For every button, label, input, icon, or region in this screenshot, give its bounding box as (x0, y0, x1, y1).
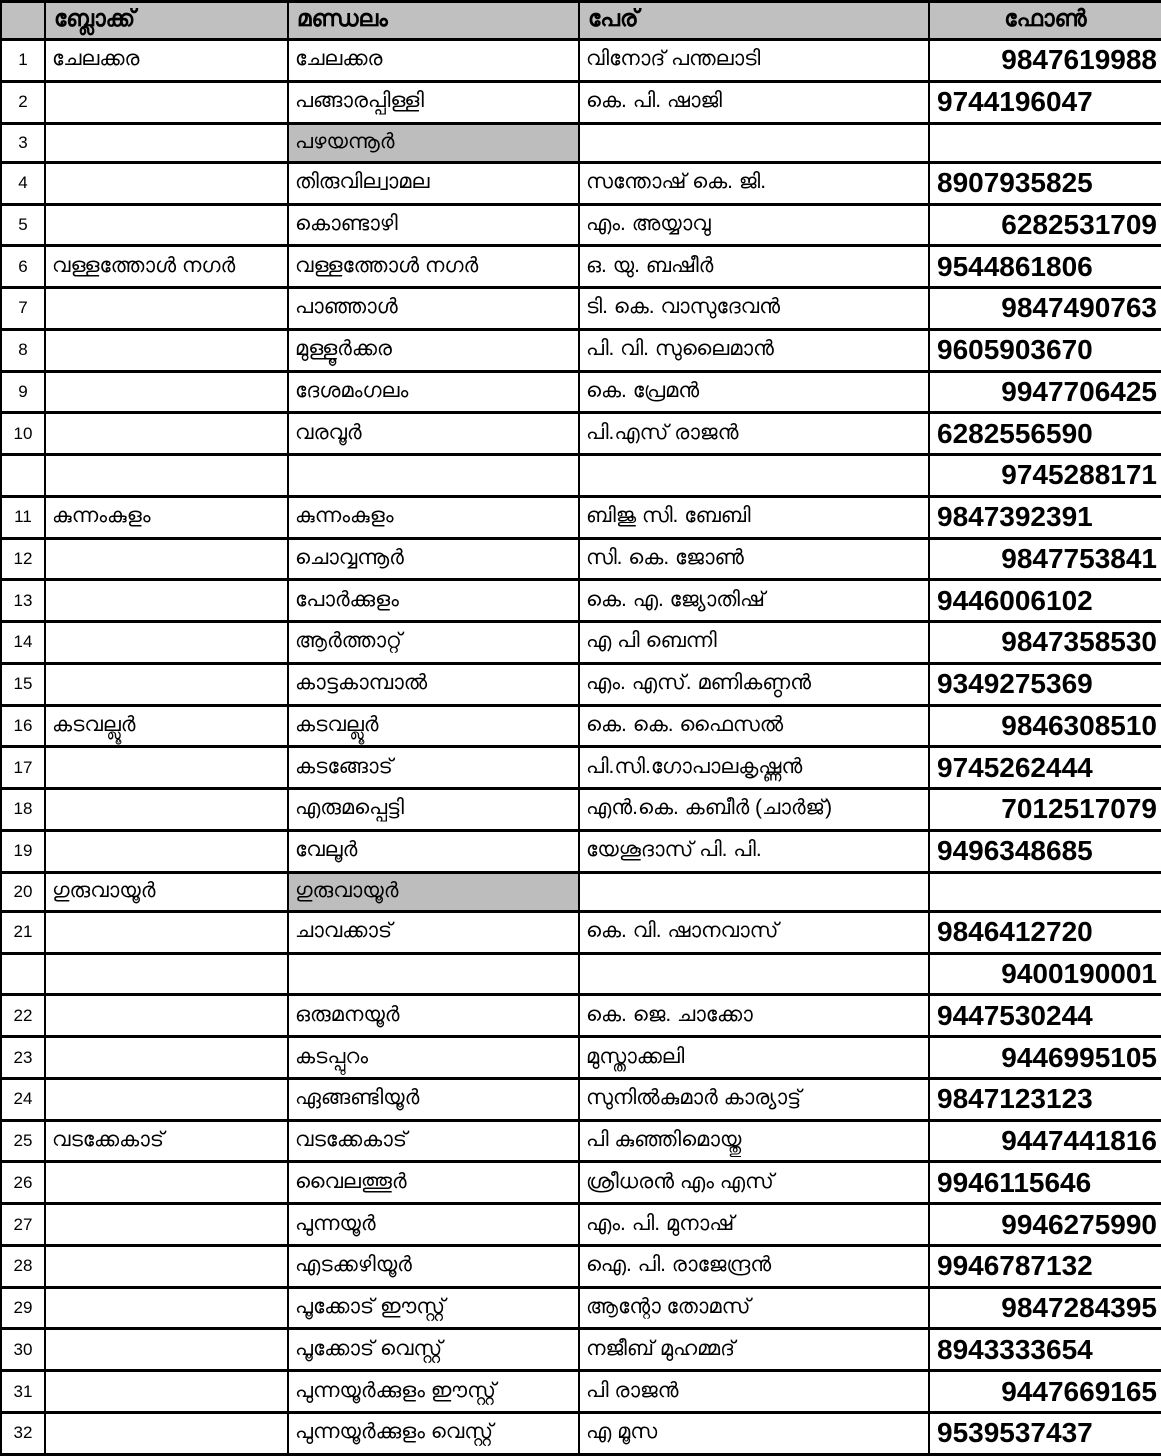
name-cell (579, 455, 929, 497)
mandalam-cell: പുന്നയൂർക്കുളം വെസ്റ്റ് (288, 1412, 579, 1454)
row-number-cell: 32 (1, 1412, 45, 1454)
row-number-cell: 1 (1, 40, 45, 82)
name-cell: കെ. വി. ഷാനവാസ് (579, 911, 929, 953)
block-cell (45, 162, 288, 204)
block-cell (45, 747, 288, 789)
block-cell: ചേലക്കര (45, 40, 288, 82)
mandalam-cell: പങ്ങാരപ്പിള്ളി (288, 81, 579, 123)
phone-cell (929, 872, 1161, 911)
phone-cell: 9447530244 (929, 995, 1161, 1037)
name-cell: പി. വി. സുലൈമാൻ (579, 329, 929, 371)
table-row (1, 413, 1161, 455)
block-cell (45, 830, 288, 872)
mandalam-cell: കടപ്പുറം (288, 1037, 579, 1079)
block-cell (45, 1078, 288, 1120)
mandalam-cell: പോർക്കുളം (288, 580, 579, 622)
name-cell: എ മൂസ (579, 1412, 929, 1454)
row-number-cell: 21 (1, 911, 45, 953)
table-row (1, 455, 1161, 497)
phone-cell: 9447669165 (929, 1371, 1161, 1413)
phone-cell: 9847284395 (929, 1287, 1161, 1329)
block-cell (45, 1287, 288, 1329)
row-number-cell (1, 953, 45, 995)
name-cell: ശ്രീധരൻ എം എസ് (579, 1162, 929, 1204)
name-cell: മുസ്താക്കലി (579, 1037, 929, 1079)
row-number-cell: 4 (1, 162, 45, 204)
row-number-cell: 12 (1, 538, 45, 580)
block-cell (45, 995, 288, 1037)
table-row (1, 1245, 1161, 1287)
header-mandalam: മണ്ഡലം (288, 2, 579, 40)
phone-cell: 9946115646 (929, 1162, 1161, 1204)
row-number-cell: 30 (1, 1329, 45, 1371)
block-cell (45, 204, 288, 246)
table-row (1, 246, 1161, 288)
row-number-cell: 22 (1, 995, 45, 1037)
row-number-cell: 15 (1, 663, 45, 705)
mandalam-cell: എരുമപ്പെട്ടി (288, 789, 579, 831)
row-number-cell: 18 (1, 789, 45, 831)
row-number-cell: 2 (1, 81, 45, 123)
block-cell (45, 911, 288, 953)
phone-cell: 9496348685 (929, 830, 1161, 872)
name-cell: എ പി ബെന്നി (579, 622, 929, 664)
table-row (1, 40, 1161, 82)
phone-cell: 9847123123 (929, 1078, 1161, 1120)
row-number-cell: 9 (1, 371, 45, 413)
block-cell (45, 789, 288, 831)
phone-cell: 9349275369 (929, 663, 1161, 705)
row-number-cell: 31 (1, 1371, 45, 1413)
name-cell: എൻ.കെ. കബീർ (ചാർജ്) (579, 789, 929, 831)
mandalam-cell: മുള്ളൂർക്കര (288, 329, 579, 371)
mandalam-cell: വരവൂർ (288, 413, 579, 455)
table-row (1, 81, 1161, 123)
row-number-cell: 14 (1, 622, 45, 664)
mandalam-cell: ദേശമംഗലം (288, 371, 579, 413)
phone-cell: 9744196047 (929, 81, 1161, 123)
name-cell: നജീബ് മുഹമ്മദ് (579, 1329, 929, 1371)
table-row (1, 496, 1161, 538)
table-row (1, 1287, 1161, 1329)
block-cell (45, 455, 288, 497)
header-row-number (1, 2, 45, 40)
table-row (1, 1037, 1161, 1079)
table-row (1, 872, 1161, 911)
mandalam-cell: പുന്നയൂർ (288, 1204, 579, 1246)
table-row (1, 1204, 1161, 1246)
mandalam-cell: പൂക്കോട് വെസ്റ്റ് (288, 1329, 579, 1371)
phone-cell: 9847392391 (929, 496, 1161, 538)
name-cell: ആന്റോ തോമസ് (579, 1287, 929, 1329)
name-cell: പി കുഞ്ഞിമൊയ്തു (579, 1120, 929, 1162)
block-cell (45, 123, 288, 162)
row-number-cell: 17 (1, 747, 45, 789)
row-number-cell: 11 (1, 496, 45, 538)
row-number-cell: 19 (1, 830, 45, 872)
phone-cell (929, 123, 1161, 162)
row-number-cell: 7 (1, 288, 45, 330)
row-number-cell: 20 (1, 872, 45, 911)
block-cell (45, 329, 288, 371)
name-cell: സി. കെ. ജോൺ (579, 538, 929, 580)
name-cell: കെ. കെ. ഫൈസൽ (579, 705, 929, 747)
block-cell (45, 1371, 288, 1413)
mandalam-cell: തിരുവില്വാമല (288, 162, 579, 204)
phone-cell: 9946275990 (929, 1204, 1161, 1246)
name-cell: പി.സി.ഗോപാലകൃഷ്ണൻ (579, 747, 929, 789)
phone-cell: 9447441816 (929, 1120, 1161, 1162)
header-block: ബ്ലോക്ക് (45, 2, 288, 40)
phone-cell: 9539537437 (929, 1412, 1161, 1454)
mandalam-cell: കൊണ്ടാഴി (288, 204, 579, 246)
name-cell: പി രാജൻ (579, 1371, 929, 1413)
name-cell: സന്തോഷ് കെ. ജി. (579, 162, 929, 204)
phone-cell: 9846412720 (929, 911, 1161, 953)
table-row (1, 1371, 1161, 1413)
row-number-cell: 25 (1, 1120, 45, 1162)
name-cell: കെ. ജെ. ചാക്കോ (579, 995, 929, 1037)
table-row (1, 953, 1161, 995)
table-row (1, 123, 1161, 162)
phone-cell: 6282531709 (929, 204, 1161, 246)
row-number-cell: 27 (1, 1204, 45, 1246)
name-cell (579, 872, 929, 911)
table-row (1, 1412, 1161, 1454)
mandalam-cell: ഏങ്ങണ്ടിയൂർ (288, 1078, 579, 1120)
block-cell (45, 663, 288, 705)
name-cell: പി.എസ് രാജൻ (579, 413, 929, 455)
row-number-cell: 6 (1, 246, 45, 288)
block-cell (45, 371, 288, 413)
header-name: പേര് (579, 2, 929, 40)
mandalam-cell: കടങ്ങോട് (288, 747, 579, 789)
phone-cell: 9947706425 (929, 371, 1161, 413)
name-cell: യേശൂദാസ് പി. പി. (579, 830, 929, 872)
phone-cell: 9847490763 (929, 288, 1161, 330)
table-row (1, 830, 1161, 872)
phone-cell: 9847619988 (929, 40, 1161, 82)
block-cell: വള്ളത്തോൾ നഗർ (45, 246, 288, 288)
block-cell (45, 622, 288, 664)
name-cell: വിനോദ് പന്തലാടി (579, 40, 929, 82)
phone-cell: 9446995105 (929, 1037, 1161, 1079)
block-cell (45, 413, 288, 455)
phone-cell: 9847753841 (929, 538, 1161, 580)
mandalam-cell: വള്ളത്തോൾ നഗർ (288, 246, 579, 288)
name-cell: സുനിൽകുമാർ കാര്യാട്ട് (579, 1078, 929, 1120)
mandalam-cell: എടക്കഴിയൂർ (288, 1245, 579, 1287)
phone-cell: 8943333654 (929, 1329, 1161, 1371)
phone-cell: 9946787132 (929, 1245, 1161, 1287)
phone-cell: 9847358530 (929, 622, 1161, 664)
block-cell (45, 1204, 288, 1246)
mandalam-cell: പഴയന്നൂർ (288, 123, 579, 162)
table-row (1, 747, 1161, 789)
phone-cell: 9400190001 (929, 953, 1161, 995)
name-cell: കെ. പ്രേമൻ (579, 371, 929, 413)
name-cell (579, 123, 929, 162)
table-row (1, 329, 1161, 371)
table-row (1, 371, 1161, 413)
table-row (1, 288, 1161, 330)
table-header (1, 2, 1161, 40)
mandalam-cell: വേലൂർ (288, 830, 579, 872)
table-body (1, 40, 1161, 1455)
row-number-cell: 26 (1, 1162, 45, 1204)
name-cell: എം. എസ്. മണികണ്ഠൻ (579, 663, 929, 705)
name-cell: കെ. പി. ഷാജി (579, 81, 929, 123)
mandalam-cell: പുന്നയൂർക്കുളം ഈസ്റ്റ് (288, 1371, 579, 1413)
table-row (1, 995, 1161, 1037)
mandalam-cell: വടക്കേകാട് (288, 1120, 579, 1162)
phone-cell: 9446006102 (929, 580, 1161, 622)
row-number-cell: 29 (1, 1287, 45, 1329)
block-cell (45, 1245, 288, 1287)
row-number-cell: 24 (1, 1078, 45, 1120)
row-number-cell (1, 455, 45, 497)
mandalam-cell: പാഞ്ഞാൾ (288, 288, 579, 330)
block-cell (45, 953, 288, 995)
phone-cell: 9745288171 (929, 455, 1161, 497)
table-row (1, 1162, 1161, 1204)
row-number-cell: 13 (1, 580, 45, 622)
mandalam-cell: ചൊവ്വന്നൂർ (288, 538, 579, 580)
table-row (1, 538, 1161, 580)
block-cell (45, 1412, 288, 1454)
block-cell (45, 538, 288, 580)
table-row (1, 204, 1161, 246)
table-row (1, 580, 1161, 622)
table-row (1, 162, 1161, 204)
mandalam-cell: ഒരുമനയൂർ (288, 995, 579, 1037)
mandalam-cell: ആർത്താറ്റ് (288, 622, 579, 664)
mandalam-cell (288, 455, 579, 497)
block-cell (45, 81, 288, 123)
block-cell: വടക്കേകാട് (45, 1120, 288, 1162)
table-row (1, 911, 1161, 953)
row-number-cell: 23 (1, 1037, 45, 1079)
phone-cell: 7012517079 (929, 789, 1161, 831)
mandalam-cell: കാട്ടകാമ്പാൽ (288, 663, 579, 705)
table-row (1, 1120, 1161, 1162)
mandalam-cell: വൈലത്തൂർ (288, 1162, 579, 1204)
mandalam-cell: കുന്നംകുളം (288, 496, 579, 538)
row-number-cell: 10 (1, 413, 45, 455)
name-cell: ടി. കെ. വാസുദേവൻ (579, 288, 929, 330)
block-cell: കടവല്ലൂർ (45, 705, 288, 747)
row-number-cell: 16 (1, 705, 45, 747)
mandalam-cell: ചാവക്കാട് (288, 911, 579, 953)
name-cell: ഐ. പി. രാജേന്ദ്രൻ (579, 1245, 929, 1287)
block-cell (45, 1037, 288, 1079)
mandalam-cell (288, 953, 579, 995)
phone-cell: 8907935825 (929, 162, 1161, 204)
mandalam-cell: ചേലക്കര (288, 40, 579, 82)
mandalam-cell: പൂക്കോട് ഈസ്റ്റ് (288, 1287, 579, 1329)
block-cell (45, 1329, 288, 1371)
name-cell: എം. പി. മുനാഷ് (579, 1204, 929, 1246)
phone-cell: 9605903670 (929, 329, 1161, 371)
table-row (1, 663, 1161, 705)
row-number-cell: 3 (1, 123, 45, 162)
row-number-cell: 5 (1, 204, 45, 246)
name-cell (579, 953, 929, 995)
block-cell (45, 1162, 288, 1204)
name-cell: കെ. എ. ജ്യോതിഷ് (579, 580, 929, 622)
block-cell (45, 580, 288, 622)
name-cell: ബിജു സി. ബേബി (579, 496, 929, 538)
phone-cell: 6282556590 (929, 413, 1161, 455)
table-row (1, 789, 1161, 831)
mandalam-cell: കടവല്ലൂർ (288, 705, 579, 747)
table-row (1, 1329, 1161, 1371)
name-cell: ഒ. യു. ബഷീർ (579, 246, 929, 288)
row-number-cell: 28 (1, 1245, 45, 1287)
table-row (1, 622, 1161, 664)
name-cell: എം. അയ്യാവു (579, 204, 929, 246)
phone-cell: 9846308510 (929, 705, 1161, 747)
block-cell: ഗുരുവായൂർ (45, 872, 288, 911)
header-row (1, 2, 1161, 40)
table-row (1, 1078, 1161, 1120)
phone-cell: 9544861806 (929, 246, 1161, 288)
mandalam-cell: ഗുരുവായൂർ (288, 872, 579, 911)
table-row (1, 705, 1161, 747)
phone-cell: 9745262444 (929, 747, 1161, 789)
block-cell: കുന്നംകുളം (45, 496, 288, 538)
header-phone: ഫോൺ (929, 2, 1161, 40)
row-number-cell: 8 (1, 329, 45, 371)
block-cell (45, 288, 288, 330)
